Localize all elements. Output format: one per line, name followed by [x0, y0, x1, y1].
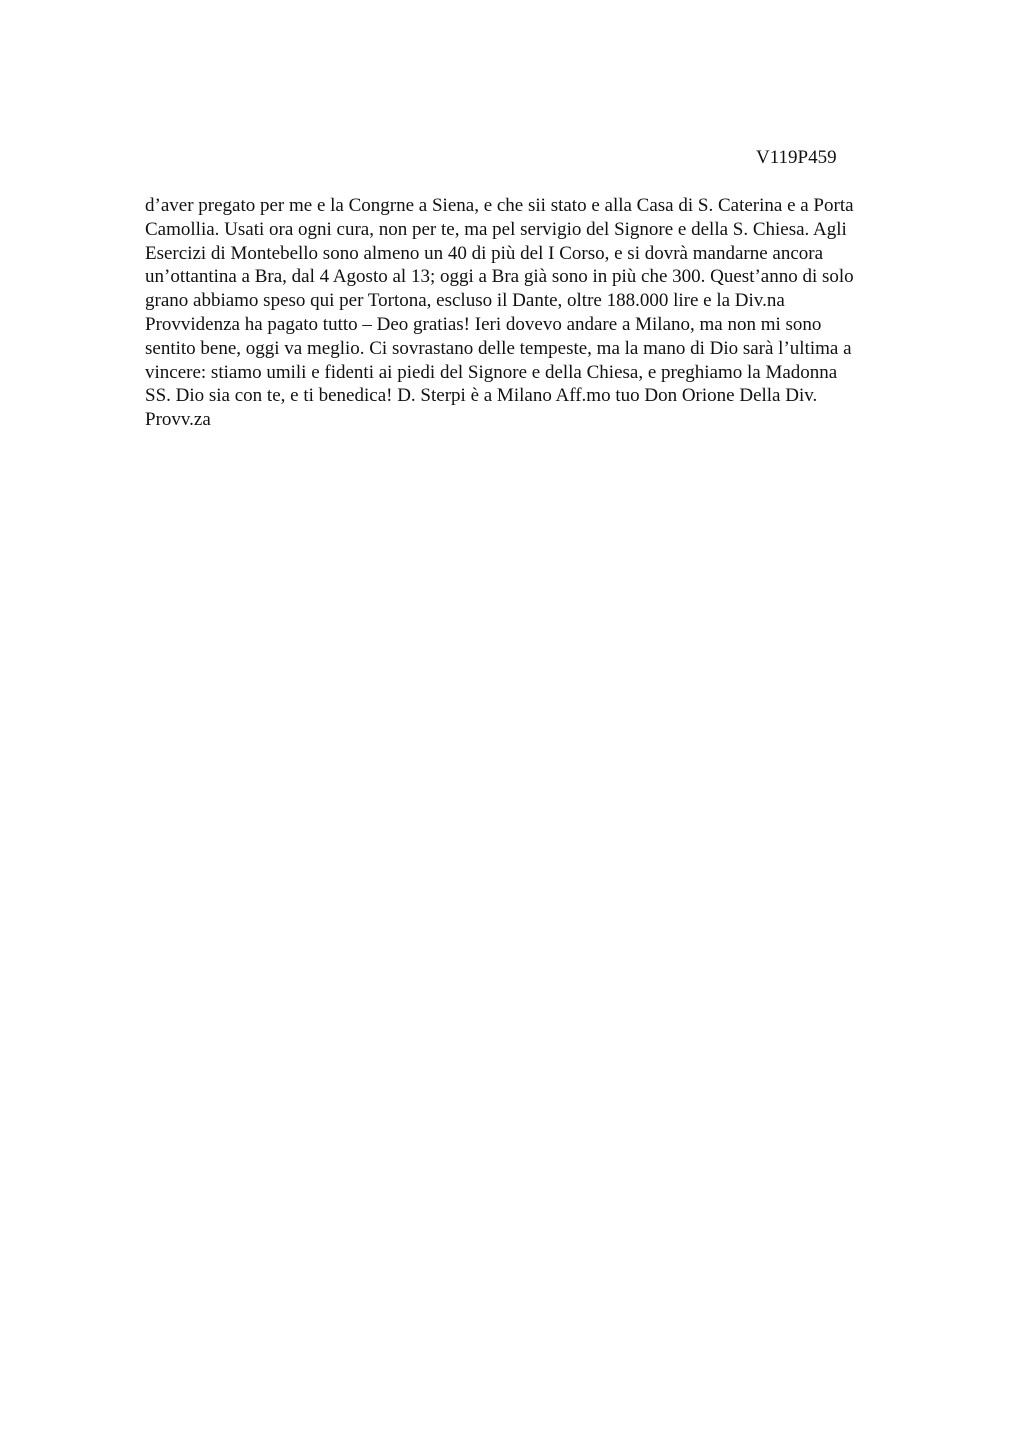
text-line: SS. Dio sia con te, e ti benedica! D. Sterpi è a Milano Aff.mo tuo Don Orione Della Div. [145, 385, 818, 407]
letter-body [145, 194, 935, 432]
text-line: Provv.za [145, 409, 211, 431]
page-reference: V119P459 [756, 147, 837, 168]
text-line: grano abbiamo speso qui per Tortona, escluso il Dante, oltre 188.000 lire e la Div.na [145, 290, 785, 312]
text-line: Provvidenza ha pagato tutto – Deo gratias! Ieri dovevo andare a Milano, ma non mi sono [145, 313, 822, 335]
text-line: Esercizi di Montebello sono almeno un 40 di più del I Corso, e si dovrà mandarne ancora [145, 242, 824, 264]
text-line: d’aver pregato per me e la Congrne a Siena, e che sii stato e alla Casa di S. Caterina e a Porta [145, 195, 854, 216]
text-line: Camollia. Usati ora ogni cura, non per te, ma pel servigio del Signore e della S. Chiesa. Agli [145, 218, 847, 240]
text-line: sentito bene, oggi va meglio. Ci sovrastano delle tempeste, ma la mano di Dio sarà l’ultima a [145, 337, 852, 359]
text-line: un’ottantina a Bra, dal 4 Agosto al 13; oggi a Bra già sono in più che 300. Quest’anno di solo [145, 266, 854, 288]
text-line: vincere: stiamo umili e fidenti ai piedi del Signore e della Chiesa, e preghiamo la Madonna [145, 361, 838, 383]
